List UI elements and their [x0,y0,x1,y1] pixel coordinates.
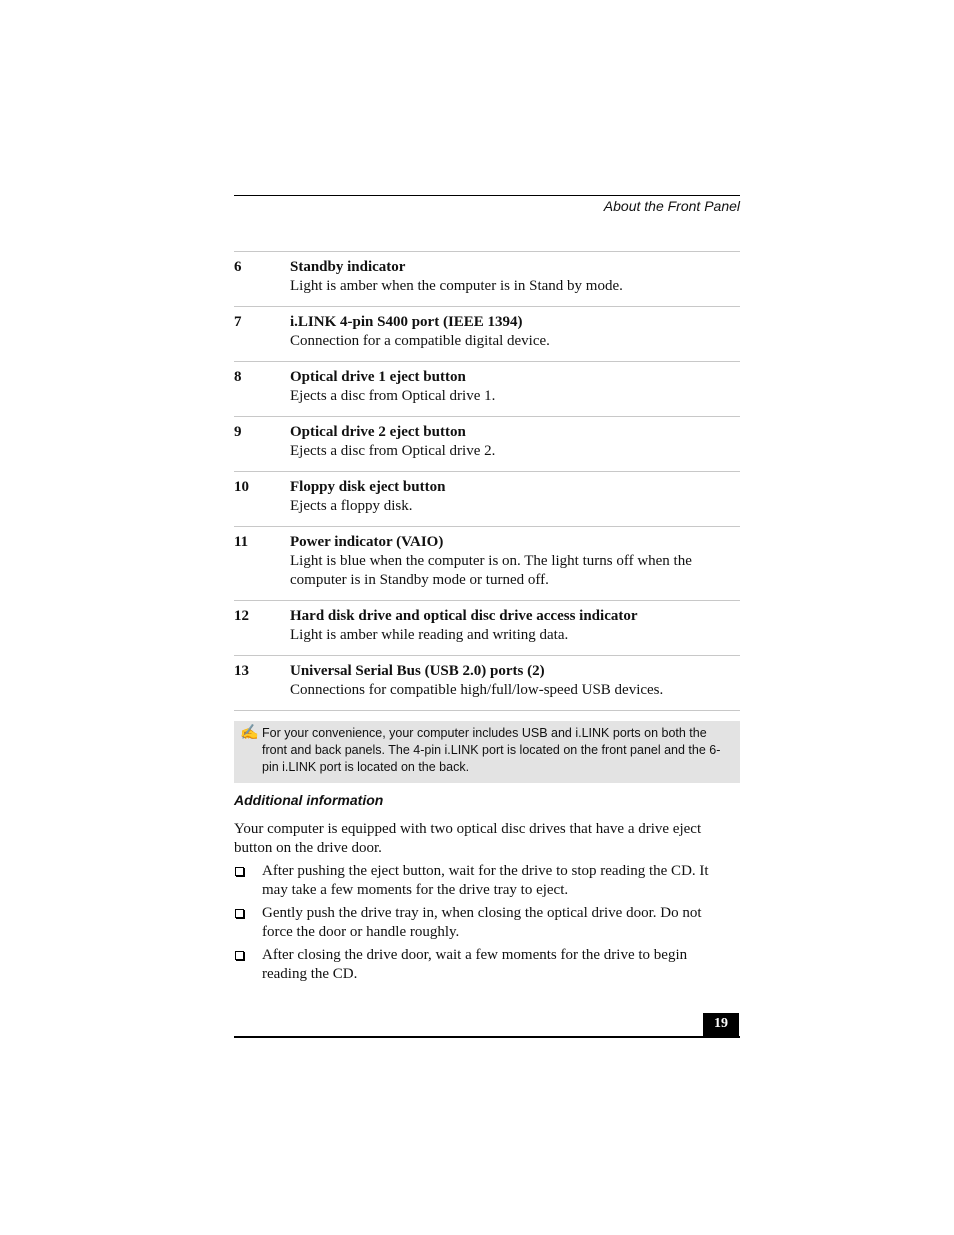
list-item [234,862,734,900]
item-description: Ejects a disc from Optical drive 1. [290,388,496,404]
running-header: About the Front Panel [603,198,740,214]
item-title: Optical drive 1 eject button [290,369,466,385]
table-row [234,527,740,601]
item-title: Universal Serial Bus (USB 2.0) ports (2) [290,663,545,679]
item-description: Ejects a floppy disk. [290,498,413,514]
table-row [234,362,740,417]
checkbox-bullet-icon [235,867,244,876]
item-table [234,251,740,711]
item-title: Hard disk drive and optical disc drive access indicator [290,608,638,624]
note-box [234,721,740,783]
table-row [234,252,740,307]
item-number: 9 [234,424,242,440]
list-item [234,946,734,984]
item-title: Standby indicator [290,259,406,275]
item-description: Light is amber when the computer is in Stand by mode. [290,278,623,294]
item-number: 11 [234,534,249,550]
footer-rule [234,1036,740,1038]
list-item-text: Gently push the drive tray in, when closing the optical drive door. Do not force the door or handle roughly. [262,905,702,940]
checkbox-bullet-icon [235,909,244,918]
item-title: Floppy disk eject button [290,479,446,495]
item-title: i.LINK 4-pin S400 port (IEEE 1394) [290,314,523,330]
item-number: 10 [234,479,249,495]
table-row [234,601,740,656]
bullet-list [234,862,734,988]
item-description: Light is blue when the computer is on. The light turns off when the computer is in Standby mode or turned off. [290,553,692,588]
pencil-note-icon: ✍ [240,724,259,741]
item-description: Connections for compatible high/full/low-speed USB devices. [290,682,664,698]
table-row [234,656,740,711]
item-number: 8 [234,369,242,385]
section-heading: Additional information [234,792,384,808]
list-item-text: After closing the drive door, wait a few moments for the drive to begin reading the CD. [262,947,688,982]
header-rule [234,195,740,196]
table-row [234,472,740,527]
item-number: 13 [234,663,249,679]
page-number: 19 [703,1013,739,1037]
item-number: 12 [234,608,249,624]
table-row [234,417,740,472]
checkbox-bullet-icon [235,951,244,960]
item-title: Power indicator (VAIO) [290,534,444,550]
item-description: Ejects a disc from Optical drive 2. [290,443,496,459]
item-description: Light is amber while reading and writing data. [290,627,569,643]
list-item [234,904,734,942]
table-row [234,307,740,362]
intro-paragraph: Your computer is equipped with two optical disc drives that have a drive eject button on the drive door. [234,821,702,856]
list-item-text: After pushing the eject button, wait for the drive to stop reading the CD. It may take a few moments for the drive tray to eject. [262,863,709,898]
item-number: 6 [234,259,242,275]
item-number: 7 [234,314,242,330]
item-description: Connection for a compatible digital device. [290,333,550,349]
item-title: Optical drive 2 eject button [290,424,466,440]
note-text: For your convenience, your computer includes USB and i.LINK ports on both the front and back panels. The 4-pin i.LINK port is located on the front panel and the 6-pin i.LINK port is located on the back. [262,726,721,774]
